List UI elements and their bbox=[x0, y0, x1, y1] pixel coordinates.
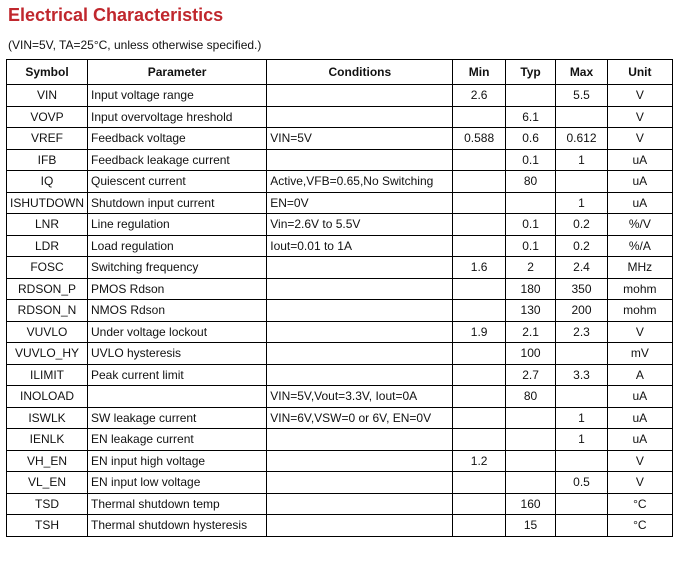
col-header-min: Min bbox=[453, 60, 505, 85]
cell-conditions bbox=[267, 257, 453, 279]
cell-min bbox=[453, 149, 505, 171]
cell-parameter: Feedback leakage current bbox=[88, 149, 267, 171]
cell-parameter: SW leakage current bbox=[88, 407, 267, 429]
cell-typ: 0.1 bbox=[505, 149, 555, 171]
cell-min bbox=[453, 515, 505, 537]
cell-unit: V bbox=[607, 128, 672, 150]
table-row bbox=[7, 106, 673, 128]
cell-symbol: ILIMIT bbox=[7, 364, 88, 386]
table-row bbox=[7, 407, 673, 429]
cell-min: 1.6 bbox=[453, 257, 505, 279]
cell-unit: uA bbox=[607, 386, 672, 408]
cell-max bbox=[556, 386, 607, 408]
cell-conditions bbox=[267, 321, 453, 343]
cell-typ: 180 bbox=[505, 278, 555, 300]
cell-unit: V bbox=[607, 85, 672, 107]
table-row bbox=[7, 171, 673, 193]
cell-max bbox=[556, 343, 607, 365]
conditions-note: (VIN=5V, TA=25°C, unless otherwise specified.) bbox=[8, 38, 262, 52]
cell-unit: MHz bbox=[607, 257, 672, 279]
cell-typ: 15 bbox=[505, 515, 555, 537]
cell-min: 1.9 bbox=[453, 321, 505, 343]
cell-parameter: Load regulation bbox=[88, 235, 267, 257]
cell-parameter: EN input low voltage bbox=[88, 472, 267, 494]
cell-symbol: IENLK bbox=[7, 429, 88, 451]
cell-symbol: IQ bbox=[7, 171, 88, 193]
cell-parameter bbox=[88, 386, 267, 408]
cell-conditions: VIN=5V bbox=[267, 128, 453, 150]
cell-conditions: VIN=5V,Vout=3.3V, Iout=0A bbox=[267, 386, 453, 408]
col-header-max: Max bbox=[556, 60, 607, 85]
cell-min bbox=[453, 364, 505, 386]
electrical-characteristics-table bbox=[6, 59, 673, 537]
cell-typ: 2.1 bbox=[505, 321, 555, 343]
cell-unit: uA bbox=[607, 429, 672, 451]
table-row bbox=[7, 300, 673, 322]
cell-conditions bbox=[267, 472, 453, 494]
cell-conditions bbox=[267, 106, 453, 128]
cell-conditions: Iout=0.01 to 1A bbox=[267, 235, 453, 257]
cell-symbol: VUVLO_HY bbox=[7, 343, 88, 365]
cell-min bbox=[453, 192, 505, 214]
cell-min bbox=[453, 106, 505, 128]
table-row bbox=[7, 493, 673, 515]
cell-unit: %/V bbox=[607, 214, 672, 236]
table-row bbox=[7, 364, 673, 386]
table-row bbox=[7, 192, 673, 214]
cell-unit: uA bbox=[607, 407, 672, 429]
cell-max: 0.2 bbox=[556, 214, 607, 236]
col-header-parameter: Parameter bbox=[88, 60, 267, 85]
cell-parameter: Quiescent current bbox=[88, 171, 267, 193]
cell-min bbox=[453, 235, 505, 257]
cell-unit: mV bbox=[607, 343, 672, 365]
table-row bbox=[7, 214, 673, 236]
cell-parameter: NMOS Rdson bbox=[88, 300, 267, 322]
cell-conditions bbox=[267, 364, 453, 386]
table-row bbox=[7, 149, 673, 171]
cell-parameter: Under voltage lockout bbox=[88, 321, 267, 343]
cell-symbol: LNR bbox=[7, 214, 88, 236]
cell-conditions bbox=[267, 85, 453, 107]
cell-conditions: EN=0V bbox=[267, 192, 453, 214]
cell-conditions bbox=[267, 300, 453, 322]
cell-min bbox=[453, 472, 505, 494]
cell-conditions bbox=[267, 149, 453, 171]
table-row bbox=[7, 450, 673, 472]
table-row bbox=[7, 429, 673, 451]
cell-parameter: Switching frequency bbox=[88, 257, 267, 279]
cell-min bbox=[453, 407, 505, 429]
cell-symbol: VUVLO bbox=[7, 321, 88, 343]
table-row bbox=[7, 321, 673, 343]
cell-typ: 2.7 bbox=[505, 364, 555, 386]
cell-typ bbox=[505, 85, 555, 107]
table-row bbox=[7, 85, 673, 107]
cell-typ: 80 bbox=[505, 386, 555, 408]
cell-unit: %/A bbox=[607, 235, 672, 257]
cell-max bbox=[556, 106, 607, 128]
cell-min: 0.588 bbox=[453, 128, 505, 150]
cell-symbol: VOVP bbox=[7, 106, 88, 128]
cell-conditions: Vin=2.6V to 5.5V bbox=[267, 214, 453, 236]
cell-parameter: EN input high voltage bbox=[88, 450, 267, 472]
section-title: Electrical Characteristics bbox=[8, 5, 224, 25]
cell-unit: V bbox=[607, 106, 672, 128]
cell-symbol: VL_EN bbox=[7, 472, 88, 494]
cell-typ bbox=[505, 407, 555, 429]
table-row bbox=[7, 386, 673, 408]
cell-typ: 0.1 bbox=[505, 214, 555, 236]
cell-typ: 80 bbox=[505, 171, 555, 193]
cell-max: 0.2 bbox=[556, 235, 607, 257]
cell-parameter: Input voltage range bbox=[88, 85, 267, 107]
cell-symbol: TSD bbox=[7, 493, 88, 515]
cell-conditions: VIN=6V,VSW=0 or 6V, EN=0V bbox=[267, 407, 453, 429]
cell-min: 2.6 bbox=[453, 85, 505, 107]
cell-unit: °C bbox=[607, 515, 672, 537]
cell-typ bbox=[505, 192, 555, 214]
table-row bbox=[7, 257, 673, 279]
cell-conditions: Active,VFB=0.65,No Switching bbox=[267, 171, 453, 193]
cell-conditions bbox=[267, 515, 453, 537]
col-header-typ: Typ bbox=[505, 60, 555, 85]
cell-unit: °C bbox=[607, 493, 672, 515]
cell-max: 1 bbox=[556, 192, 607, 214]
cell-min bbox=[453, 171, 505, 193]
cell-min: 1.2 bbox=[453, 450, 505, 472]
cell-symbol: FOSC bbox=[7, 257, 88, 279]
cell-symbol: RDSON_P bbox=[7, 278, 88, 300]
cell-parameter: Shutdown input current bbox=[88, 192, 267, 214]
cell-conditions bbox=[267, 429, 453, 451]
cell-min bbox=[453, 214, 505, 236]
cell-parameter: Line regulation bbox=[88, 214, 267, 236]
cell-typ: 160 bbox=[505, 493, 555, 515]
cell-unit: uA bbox=[607, 192, 672, 214]
cell-parameter: Input overvoltage hreshold bbox=[88, 106, 267, 128]
cell-min bbox=[453, 278, 505, 300]
col-header-symbol: Symbol bbox=[7, 60, 88, 85]
cell-max: 0.612 bbox=[556, 128, 607, 150]
table-row bbox=[7, 235, 673, 257]
cell-parameter: EN leakage current bbox=[88, 429, 267, 451]
cell-conditions bbox=[267, 278, 453, 300]
cell-unit: A bbox=[607, 364, 672, 386]
cell-max: 3.3 bbox=[556, 364, 607, 386]
cell-symbol: INOLOAD bbox=[7, 386, 88, 408]
cell-max bbox=[556, 450, 607, 472]
cell-unit: V bbox=[607, 472, 672, 494]
cell-parameter: Thermal shutdown hysteresis bbox=[88, 515, 267, 537]
table-row bbox=[7, 472, 673, 494]
cell-unit: mohm bbox=[607, 300, 672, 322]
cell-max bbox=[556, 493, 607, 515]
cell-typ: 100 bbox=[505, 343, 555, 365]
cell-parameter: UVLO hysteresis bbox=[88, 343, 267, 365]
cell-max: 2.4 bbox=[556, 257, 607, 279]
cell-max bbox=[556, 171, 607, 193]
cell-max: 2.3 bbox=[556, 321, 607, 343]
cell-typ bbox=[505, 450, 555, 472]
table-row bbox=[7, 128, 673, 150]
cell-max: 1 bbox=[556, 407, 607, 429]
cell-symbol: RDSON_N bbox=[7, 300, 88, 322]
cell-typ: 2 bbox=[505, 257, 555, 279]
cell-unit: uA bbox=[607, 171, 672, 193]
cell-symbol: VREF bbox=[7, 128, 88, 150]
col-header-conditions: Conditions bbox=[267, 60, 453, 85]
cell-max bbox=[556, 515, 607, 537]
table-row bbox=[7, 343, 673, 365]
cell-typ: 130 bbox=[505, 300, 555, 322]
cell-symbol: VH_EN bbox=[7, 450, 88, 472]
cell-min bbox=[453, 343, 505, 365]
table-row bbox=[7, 278, 673, 300]
cell-symbol: LDR bbox=[7, 235, 88, 257]
cell-parameter: Thermal shutdown temp bbox=[88, 493, 267, 515]
cell-min bbox=[453, 386, 505, 408]
cell-unit: V bbox=[607, 321, 672, 343]
cell-max: 1 bbox=[556, 429, 607, 451]
col-header-unit: Unit bbox=[607, 60, 672, 85]
cell-min bbox=[453, 300, 505, 322]
cell-typ: 6.1 bbox=[505, 106, 555, 128]
cell-symbol: IFB bbox=[7, 149, 88, 171]
cell-conditions bbox=[267, 493, 453, 515]
cell-typ bbox=[505, 472, 555, 494]
cell-typ: 0.6 bbox=[505, 128, 555, 150]
cell-min bbox=[453, 493, 505, 515]
header-row bbox=[7, 60, 673, 85]
cell-symbol: VIN bbox=[7, 85, 88, 107]
cell-parameter: Peak current limit bbox=[88, 364, 267, 386]
cell-symbol: ISWLK bbox=[7, 407, 88, 429]
cell-typ: 0.1 bbox=[505, 235, 555, 257]
cell-max: 0.5 bbox=[556, 472, 607, 494]
cell-conditions bbox=[267, 343, 453, 365]
cell-conditions bbox=[267, 450, 453, 472]
cell-typ bbox=[505, 429, 555, 451]
cell-parameter: Feedback voltage bbox=[88, 128, 267, 150]
cell-unit: V bbox=[607, 450, 672, 472]
cell-max: 5.5 bbox=[556, 85, 607, 107]
cell-unit: uA bbox=[607, 149, 672, 171]
table-row bbox=[7, 515, 673, 537]
cell-min bbox=[453, 429, 505, 451]
cell-max: 200 bbox=[556, 300, 607, 322]
cell-unit: mohm bbox=[607, 278, 672, 300]
cell-max: 350 bbox=[556, 278, 607, 300]
cell-parameter: PMOS Rdson bbox=[88, 278, 267, 300]
cell-symbol: ISHUTDOWN bbox=[7, 192, 88, 214]
cell-max: 1 bbox=[556, 149, 607, 171]
cell-symbol: TSH bbox=[7, 515, 88, 537]
